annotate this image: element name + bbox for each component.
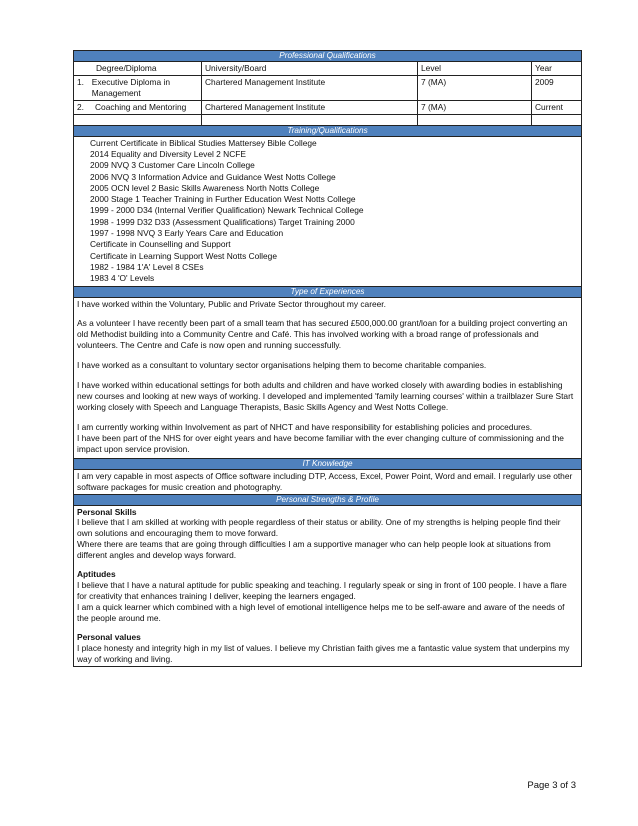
experience-body: [74, 297, 582, 458]
training-item: 2014 Equality and Diversity Level 2 NCFE: [90, 148, 246, 159]
experience-paragraph: I have worked within educational settings for both adults and children and have worked closely with awarding bodies in establishing new courses and looking at new ways of working. I developed and implemented 'family learning courses' within a trailblazer Sure Start working closely with Speech and Language Therapists, Basic Skills Agency and West Notts College.: [77, 380, 574, 412]
board-cell: Chartered Management Institute: [202, 100, 418, 114]
level-cell: 7 (MA): [418, 100, 532, 114]
personal-skills-heading: Personal Skills: [77, 506, 137, 517]
training-item: 2005 OCN level 2 Basic Skills Awareness North Notts College: [90, 182, 320, 193]
training-header: Training/Qualifications: [74, 125, 582, 136]
strengths-header: Personal Strengths & Profile: [74, 494, 582, 505]
col-year-header: Year: [532, 62, 582, 76]
training-item: Current Certificate in Biblical Studies Mattersey Bible College: [90, 137, 317, 148]
cv-table: [73, 50, 582, 667]
training-item: Certificate in Counselling and Support: [90, 239, 231, 250]
strengths-body: [74, 505, 582, 666]
training-item: 1983 4 'O' Levels: [90, 273, 155, 284]
professional-qualifications-header: Professional Qualifications: [74, 51, 582, 62]
training-item: 1998 - 1999 D32 D33 (Assessment Qualifications) Target Training 2000: [90, 216, 355, 227]
training-item: 1997 - 1998 NVQ 3 Early Years Care and Education: [90, 228, 284, 239]
experience-paragraph: I am currently working within Involvement as part of NHCT and have responsibility for establishing policies and procedures. I have been part of the NHS for over eight years and have become familiar with the ever changing culture of commissioning and the impact upon service provision.: [77, 421, 564, 454]
it-knowledge-text: I am very capable in most aspects of Office software including DTP, Access, Excel, Power Point, Word and email. I regularly use other software packages for music creation and photography.: [74, 469, 582, 494]
col-degree-header: Degree/Diploma: [74, 62, 202, 76]
year-cell: 2009: [532, 75, 582, 100]
col-board-header: University/Board: [202, 62, 418, 76]
row-number: 1.: [77, 76, 84, 87]
experience-paragraph: As a volunteer I have recently been part of a small team that has secured £500,000.00 grant/loan for a building project converting an old Methodist building into a Community Centre and Café. This has involved working with a broad range of professionals and volunteers. The Centre and Cafe is now open and running successfully.: [77, 318, 568, 351]
empty-row: [74, 114, 582, 125]
training-item: 2000 Stage 1 Teacher Training in Further Education West Notts College: [90, 194, 356, 205]
experience-header: Type of Experiences: [74, 286, 582, 297]
year-cell: Current: [532, 100, 582, 114]
degree-cell: Coaching and Mentoring: [95, 101, 187, 112]
degree-cell: Executive Diploma in Management: [91, 76, 170, 98]
personal-skills-line: Where there are teams that are going through difficulties I am a supportive manager who can help people look at situations from different angles and develop ways forward.: [77, 539, 551, 561]
aptitudes-line: I believe that I have a natural aptitude for public speaking and teaching. I regularly speak or sing in front of 100 people. I have a flare for creativity that enhances training I deliver, keeping the learners engaged.: [77, 580, 567, 601]
training-item: 2006 NVQ 3 Information Advice and Guidance West Notts College: [90, 171, 336, 182]
level-cell: 7 (MA): [418, 75, 532, 100]
qualification-row: [74, 100, 582, 114]
training-item: 1982 - 1984 1'A' Level 8 CSEs: [90, 261, 204, 272]
cv-page: [73, 50, 581, 667]
aptitudes-line: I am a quick learner which combined with a high level of emotional intelligence helps me to be self-aware and aware of the needs of the people around me.: [77, 601, 565, 623]
training-list: [74, 136, 582, 286]
personal-skills-line: I believe that I am skilled at working with people regardless of their status or ability. One of my strengths is helping people find their own solutions and encouraging them to move forward.: [77, 517, 561, 539]
personal-values-line: I place honesty and integrity high in my list of values. I believe my Christian faith gives me a fantastic value system that underpins my way of working and living.: [77, 642, 570, 664]
aptitudes-heading: Aptitudes: [77, 569, 116, 580]
training-item: Certificate in Learning Support West Notts College: [90, 250, 277, 261]
experience-paragraph: I have worked as a consultant to voluntary sector organisations helping them to become charitable companies.: [77, 360, 487, 371]
experience-paragraph: I have worked within the Voluntary, Public and Private Sector throughout my career.: [77, 298, 386, 309]
personal-values-heading: Personal values: [77, 631, 141, 642]
row-number: 2.: [77, 101, 84, 112]
page-number: Page 3 of 3: [527, 780, 576, 791]
board-cell: Chartered Management Institute: [202, 75, 418, 100]
training-item: 1999 - 2000 D34 (Internal Verifier Qualification) Newark Technical College: [90, 205, 364, 216]
training-item: 2009 NVQ 3 Customer Care Lincoln College: [90, 160, 255, 171]
qualification-row: [74, 75, 582, 100]
col-level-header: Level: [418, 62, 532, 76]
it-knowledge-header: IT Knowledge: [74, 458, 582, 469]
